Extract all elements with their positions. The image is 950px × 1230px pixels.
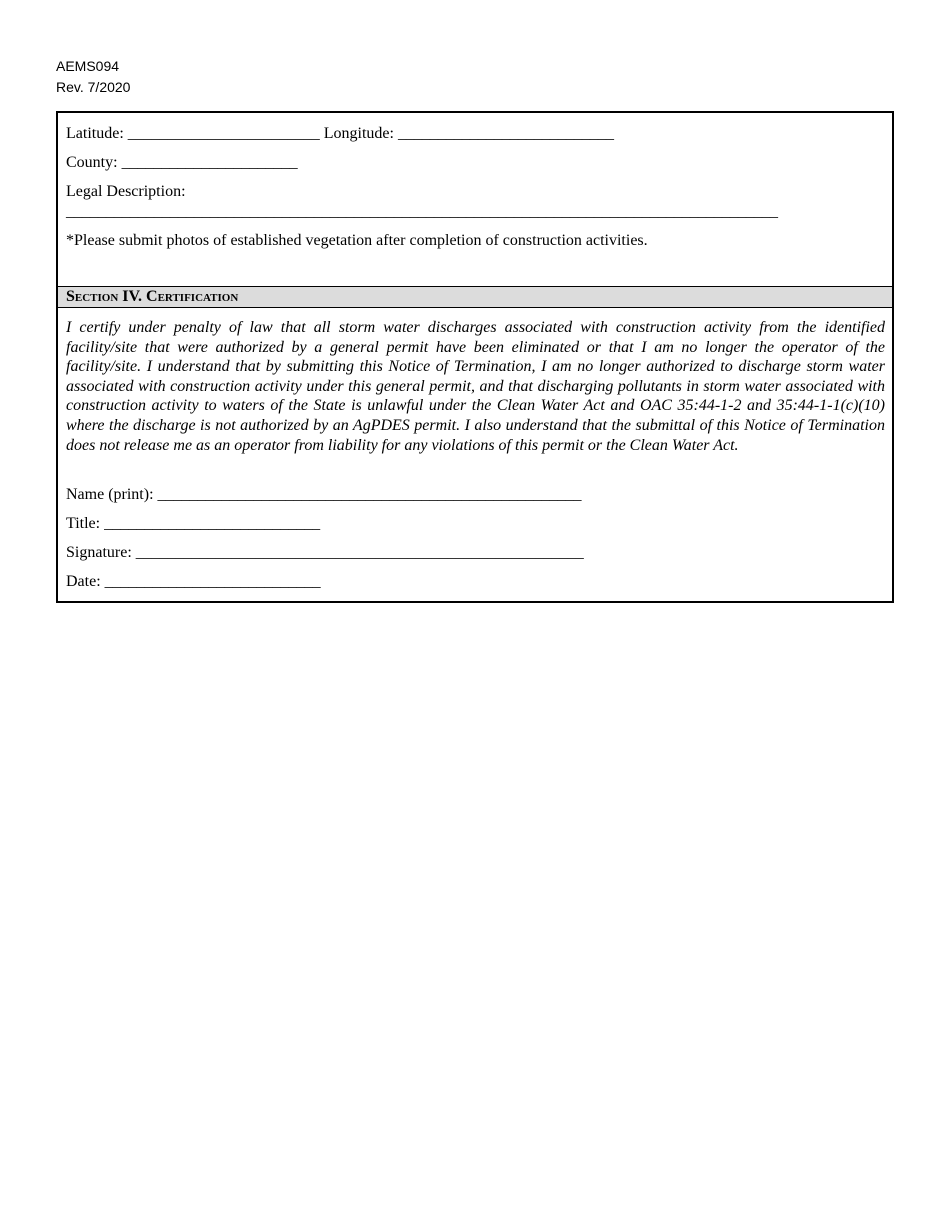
signature-field[interactable]: Signature: ________________________________________________________	[66, 544, 584, 561]
form-id: AEMS094	[56, 58, 120, 74]
section-iv-header: Section IV. Certification	[58, 286, 892, 308]
vegetation-photo-note: *Please submit photos of established vegetation after completion of construction activities.	[66, 232, 648, 249]
latitude-field[interactable]: Latitude: ________________________	[66, 125, 320, 142]
form-box	[56, 111, 894, 603]
coordinates-row	[66, 124, 614, 144]
form-revision: Rev. 7/2020	[56, 79, 131, 95]
document-header	[56, 56, 130, 98]
certification-statement: I certify under penalty of law that all storm water discharges associated with construction activity from the identified facility/site that were authorized by a general permit have been eliminated or that I am no longer the operator of the facility/site. I understand that by submitting this Notice of Termination, I am no longer authorized to discharge storm water associated with construction activity under this general permit, and that discharging pollutants in storm water associated with construction activity to waters of the State is unlawful under the Clean Water Act and OAC 35:44-1-2 and 35:44-1-1(c)(10) where the discharge is not authorized by an AgPDES permit. I also understand that the submittal of this Notice of Termination does not release me as an operator from liability for any violations of this permit or the Clean Water Act.	[66, 319, 885, 454]
title-field[interactable]: Title: ___________________________	[66, 515, 321, 532]
legal-description-label: Legal Description:	[66, 183, 186, 200]
date-field[interactable]: Date: ___________________________	[66, 573, 321, 590]
county-field[interactable]: County: ______________________	[66, 154, 298, 171]
legal-description-field[interactable]: _________________________________________________________________________________________	[66, 203, 778, 220]
location-section	[58, 113, 892, 285]
longitude-field[interactable]: Longitude: ___________________________	[323, 125, 614, 142]
name-print-field[interactable]: Name (print): _____________________________________________________	[66, 486, 582, 503]
